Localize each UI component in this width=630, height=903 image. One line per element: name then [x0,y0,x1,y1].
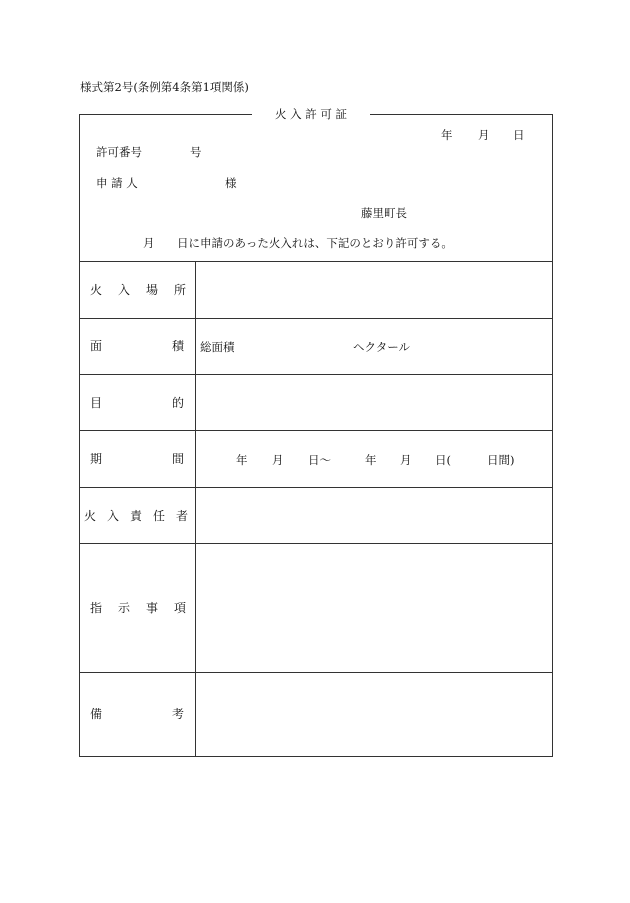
row-divider [79,430,553,431]
purpose-label-char: 的 [172,396,185,410]
row-divider [79,672,553,673]
applicant-honorific: 様 [225,176,237,190]
period-label-char: 間 [172,452,185,466]
frame-bottom-border [79,756,553,757]
place-label-char: 入 [118,283,131,297]
period-start-day: 日〜 [308,453,331,467]
period-end-year: 年 [365,453,377,467]
statement-month: 月 [143,236,155,250]
permit-number-label: 許可番号 [96,145,142,159]
total-area-label: 総面積 [200,340,235,354]
responsible-label-char: 者 [176,509,189,523]
table-top-rule [79,261,553,262]
place-label-char: 場 [146,283,159,297]
responsible-label-char: 入 [107,509,120,523]
date-day-label: 日 [513,128,525,142]
permit-number-suffix: 号 [190,145,202,159]
date-year-label: 年 [441,128,453,142]
responsible-label-char: 責 [130,509,143,523]
area-label-char: 積 [172,339,185,353]
document-title: 火 入 許 可 証 [252,106,370,122]
instructions-label-char: 示 [118,601,131,615]
period-start-month: 月 [272,453,284,467]
row-divider [79,487,553,488]
instructions-label-char: 指 [90,601,103,615]
place-label-char: 所 [174,283,187,297]
place-label-char: 火 [90,283,103,297]
area-label-char: 面 [90,339,103,353]
remarks-label-char: 考 [172,707,185,721]
issuer-title: 藤里町長 [361,206,407,220]
hectare-unit: ヘクタール [353,340,411,354]
period-days: 日間) [487,453,515,467]
period-end-day: 日( [435,453,451,467]
responsible-label-char: 火 [84,509,97,523]
instructions-label-char: 事 [146,601,159,615]
date-month-label: 月 [478,128,490,142]
row-divider [79,318,553,319]
remarks-label-char: 備 [90,707,103,721]
statement-text: 日に申請のあった火入れは、下記のとおり許可する。 [177,236,453,250]
responsible-label-char: 任 [153,509,166,523]
row-divider [79,374,553,375]
label-column-divider [195,261,196,756]
frame-left-border [79,114,80,757]
form-number-label: 様式第2号(条例第4条第1項関係) [80,80,249,94]
period-end-month: 月 [400,453,412,467]
row-divider [79,543,553,544]
period-start-year: 年 [236,453,248,467]
applicant-label: 申 請 人 [96,176,138,190]
purpose-label-char: 目 [90,396,103,410]
period-label-char: 期 [90,452,103,466]
instructions-label-char: 項 [174,601,187,615]
frame-right-border [552,114,553,757]
